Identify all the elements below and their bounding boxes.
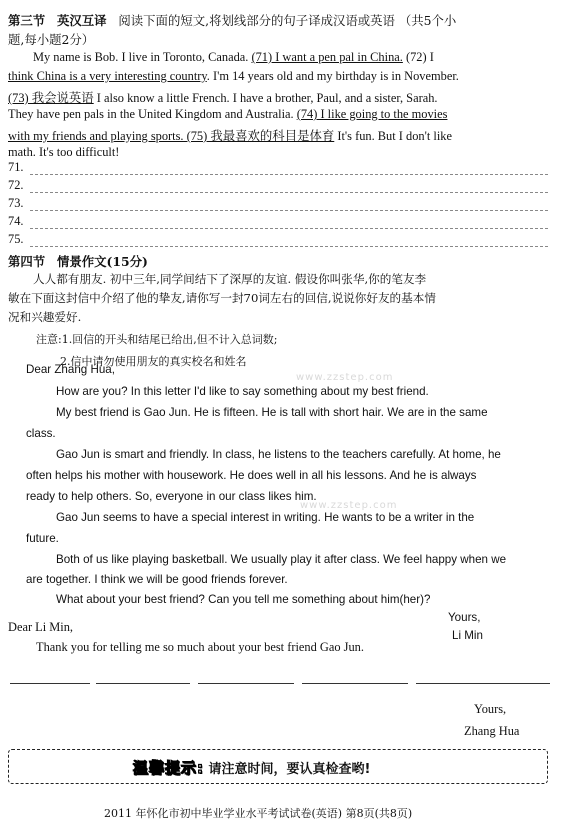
letter-closing: Yours, xyxy=(448,611,481,624)
answer-label-72: 72. xyxy=(8,178,24,192)
tip-logo: 温馨提示: xyxy=(133,759,204,777)
page-footer: 2011 年怀化市初中毕业学业水平考试试卷(英语) 第8页(共8页) xyxy=(104,807,413,820)
answer-label-71: 71. xyxy=(8,160,24,174)
section4-note-1: 注意:1.回信的开头和结尾已给出,但不计入总词数; xyxy=(36,333,278,346)
passage-text: I also know a little French. I have a brother, Paul, and a sister, Sarah. xyxy=(93,91,438,105)
passage-line-4 xyxy=(8,107,447,122)
letter-p4-line2: future. xyxy=(26,532,59,545)
reply-writing-line[interactable] xyxy=(302,683,408,684)
section4-prompt-2: 敏在下面这封信中介绍了他的挚友,请你写一封70词左右的回信,说说你好友的基本情 xyxy=(8,291,436,305)
passage-text: (72) I xyxy=(402,50,434,64)
section4-heading xyxy=(8,252,148,270)
section4-label: 第四节 xyxy=(8,254,46,269)
passage-underlined-75: (75) 我最喜欢的科目是体育 xyxy=(183,129,335,143)
section4-prompt-3: 况和兴趣爱好. xyxy=(8,310,82,324)
section4-note-2: 2.信中请勿使用朋友的真实校名和姓名 xyxy=(60,355,247,368)
answer-label-73: 73. xyxy=(8,196,24,210)
letter-p5-line2: are together. I think we will be good friends forever. xyxy=(26,573,288,586)
watermark-url-1: www.zzstep.com xyxy=(296,372,394,383)
passage-line-6: math. It's too difficult! xyxy=(8,145,120,159)
passage-line-3 xyxy=(8,88,437,106)
answer-line-71[interactable] xyxy=(30,174,548,175)
answer-line-75[interactable] xyxy=(30,246,548,247)
section3-heading xyxy=(8,11,456,29)
passage-underlined-74: (74) I like going to the movies xyxy=(296,107,448,121)
passage-underlined-71: (71) I want a pen pal in China. xyxy=(251,50,403,64)
answer-line-72[interactable] xyxy=(30,192,548,193)
section3-instruction-2: 题,每小题2分） xyxy=(8,32,95,47)
section3-instruction-1: 阅读下面的短文,将划线部分的句子译成汉语或英语 （共5个小 xyxy=(118,13,457,28)
passage-underlined-74b: with my friends and playing sports. xyxy=(8,129,184,143)
letter-p6: What about your best friend? Can you tell me something about him(her)? xyxy=(56,593,431,606)
section4-title: 情景作文(15分) xyxy=(57,254,148,269)
passage-text: My name is Bob. I live in Toronto, Canada. xyxy=(33,50,252,64)
answer-label-75: 75. xyxy=(8,232,24,246)
letter-p2-line1: My best friend is Gao Jun. He is fifteen. He is tall with short hair. We are in the same xyxy=(56,406,488,419)
tip-content xyxy=(133,757,370,778)
watermark-url-2: www.zzstep.com xyxy=(300,500,398,511)
tip-box xyxy=(8,749,548,784)
section3-title: 英汉互译 xyxy=(57,13,107,28)
passage-text: They have pen pals in the United Kingdom and Australia. xyxy=(8,107,297,121)
reply-writing-line[interactable] xyxy=(416,683,550,684)
reply-greeting: Dear Li Min, xyxy=(8,620,74,634)
reply-writing-line[interactable] xyxy=(10,683,90,684)
reply-first-line: Thank you for telling me so much about your best friend Gao Jun. xyxy=(36,640,364,654)
reply-closing: Yours, xyxy=(474,702,507,716)
passage-line-2 xyxy=(8,69,459,84)
letter-p1: How are you? In this letter I'd like to say something about my best friend. xyxy=(56,385,429,398)
reply-writing-line[interactable] xyxy=(198,683,294,684)
letter-p3-line3: ready to help others. So, everyone in our class likes him. xyxy=(26,490,317,503)
reply-signature: Zhang Hua xyxy=(464,724,520,738)
reply-writing-line[interactable] xyxy=(96,683,190,684)
passage-line-1 xyxy=(33,50,434,65)
passage-underlined-73: (73) 我会说英语 xyxy=(8,91,94,105)
passage-underlined-72: think China is a very interesting country xyxy=(8,69,207,83)
letter-p4-line1: Gao Jun seems to have a special interest in writing. He wants to be a writer in the xyxy=(56,511,475,524)
section4-prompt-1: 人人都有朋友. 初中三年,同学间结下了深厚的友谊. 假设你叫张华,你的笔友李 xyxy=(33,272,427,286)
letter-p3-line2: often helps his mother with housework. He does well in all his lessons. And he is always xyxy=(26,469,477,482)
answer-line-74[interactable] xyxy=(30,228,548,229)
passage-line-5 xyxy=(8,126,452,144)
letter-signature: Li Min xyxy=(452,629,483,642)
tip-text: 请注意时间，要认真检查哟! xyxy=(208,762,371,777)
passage-text: . I'm 14 years old and my birthday is in November. xyxy=(206,69,459,83)
letter-p5-line1: Both of us like playing basketball. We usually play it after class. We feel happy when we xyxy=(56,553,507,566)
passage-text: It's fun. But I don't like xyxy=(334,129,452,143)
letter-p2-line2: class. xyxy=(26,427,56,440)
letter-greeting: Dear Zhang Hua, xyxy=(26,363,115,376)
answer-line-73[interactable] xyxy=(30,210,548,211)
letter-p3-line1: Gao Jun is smart and friendly. In class, he listens to the teachers carefully. At home, he xyxy=(56,448,501,461)
section3-label: 第三节 xyxy=(8,13,46,28)
answer-label-74: 74. xyxy=(8,214,24,228)
